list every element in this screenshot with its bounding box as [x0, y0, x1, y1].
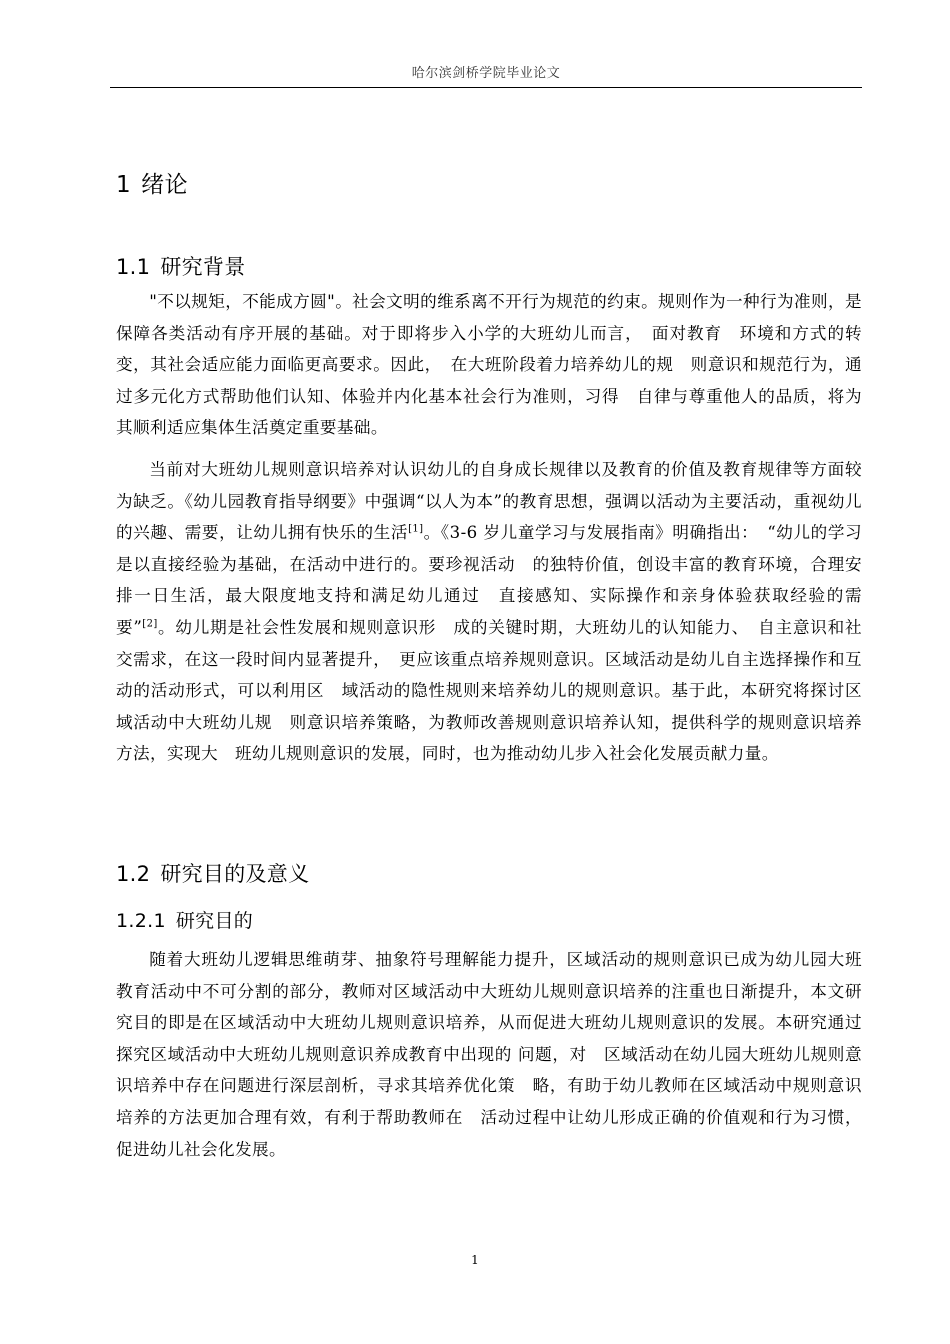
citation-ref-2: [2]: [142, 618, 158, 630]
chapter-heading: [116, 166, 188, 199]
paragraph-background-1: "不以规矩，不能成方圆"。社会文明的维系离不开行为规范的约束。规则作为一种行为准则，是保障各类活动有序开展的基础。对于即将步入小学的大班幼儿而言， 面对教育 环境和方式的转变，其社会适应能力面临更高要求。因此， 在大班阶段着力培养幼儿的规 则意识和规范行为，通过多元化方式帮助他们认知、体验并内化基本社会行为准则，习得 自律与尊重他人的品质，将为其顺利适应集体生活奠定重要基础。: [116, 292, 862, 438]
chapter-title: 绪论: [141, 172, 189, 198]
section-number: 1.1: [116, 255, 151, 279]
section-heading-1-2: [116, 858, 309, 888]
paragraph-text: 。幼儿期是社会性发展和规则意识形 成的关键时期，大班幼儿的认知能力、 自主意识和社交需求，在这一段时间内显著提升， 更应该重点培养规则意识。区域活动是幼儿自主选择操作和互动的活动形式，可以利用区 域活动的隐性规则来培养幼儿的规则意识。基于此，本研究将探讨区域活动中大班幼儿规 则意识培养策略，为教师改善规则意识培养认知，提供科学的规则意识培养方法，实现大 班幼儿规则意识的发展，同时，也为推动幼儿步入社会化发展贡献力量。: [116, 617, 862, 764]
header-divider: [110, 87, 862, 88]
subsection-number: 1.2.1: [116, 910, 166, 932]
page-header: 哈尔滨剑桥学院毕业论文: [411, 66, 561, 81]
section-title: 研究背景: [160, 255, 246, 279]
paragraph-text: 。《3-6 岁儿童学习与发展指南》明确指出： “幼儿的学习是以直接经验为基础，在活动中进行的。要珍视活动 的独特价值，创设丰富的教育环境，合理安排一日生活，最大限度地支持和满足幼儿通过 直接感知、实际操作和亲身体验获取经验的需要”: [116, 523, 862, 637]
section-number: 1.2: [116, 862, 151, 886]
citation-ref-1: [1]: [408, 523, 424, 535]
section-heading-1-1: [116, 251, 246, 281]
subsection-heading-1-2-1: [116, 906, 253, 933]
subsection-title: 研究目的: [175, 910, 254, 932]
page-number: 1: [471, 1253, 479, 1267]
paragraph-text: 当前对大班幼儿规则意识培养对认识幼儿的自身成长规律以及教育的价值及教育规律等方面较为缺乏。《幼儿园教育指导纲要》中强调“以人为本”的教育思想，强调以活动为主要活动，重视幼儿的兴趣、需要，让幼儿拥有快乐的生活: [116, 460, 862, 543]
paragraph-background-2: [116, 454, 862, 770]
chapter-number: 1: [116, 172, 132, 198]
section-title: 研究目的及意义: [160, 862, 310, 886]
paragraph-purpose: 随着大班幼儿逻辑思维萌芽、抽象符号理解能力提升，区域活动的规则意识已成为幼儿园大班教育活动中不可分割的部分，教师对区域活动中大班幼儿规则意识培养的注重也日渐提升，本文研究目的即是在区域活动中大班幼儿规则意识培养，从而促进大班幼儿规则意识的发展。本研究通过探究区域活动中大班幼儿规则意识养成教育中出现的 问题，对 区域活动在幼儿园大班幼儿规则意识培养中存在问题进行深层剖析，寻求其培养优化策 略，有助于幼儿教师在区域活动中规则意识培养的方法更加合理有效，有利于帮助教师在 活动过程中让幼儿形成正确的价值观和行为习惯，促进幼儿社会化发展。: [116, 950, 862, 1159]
